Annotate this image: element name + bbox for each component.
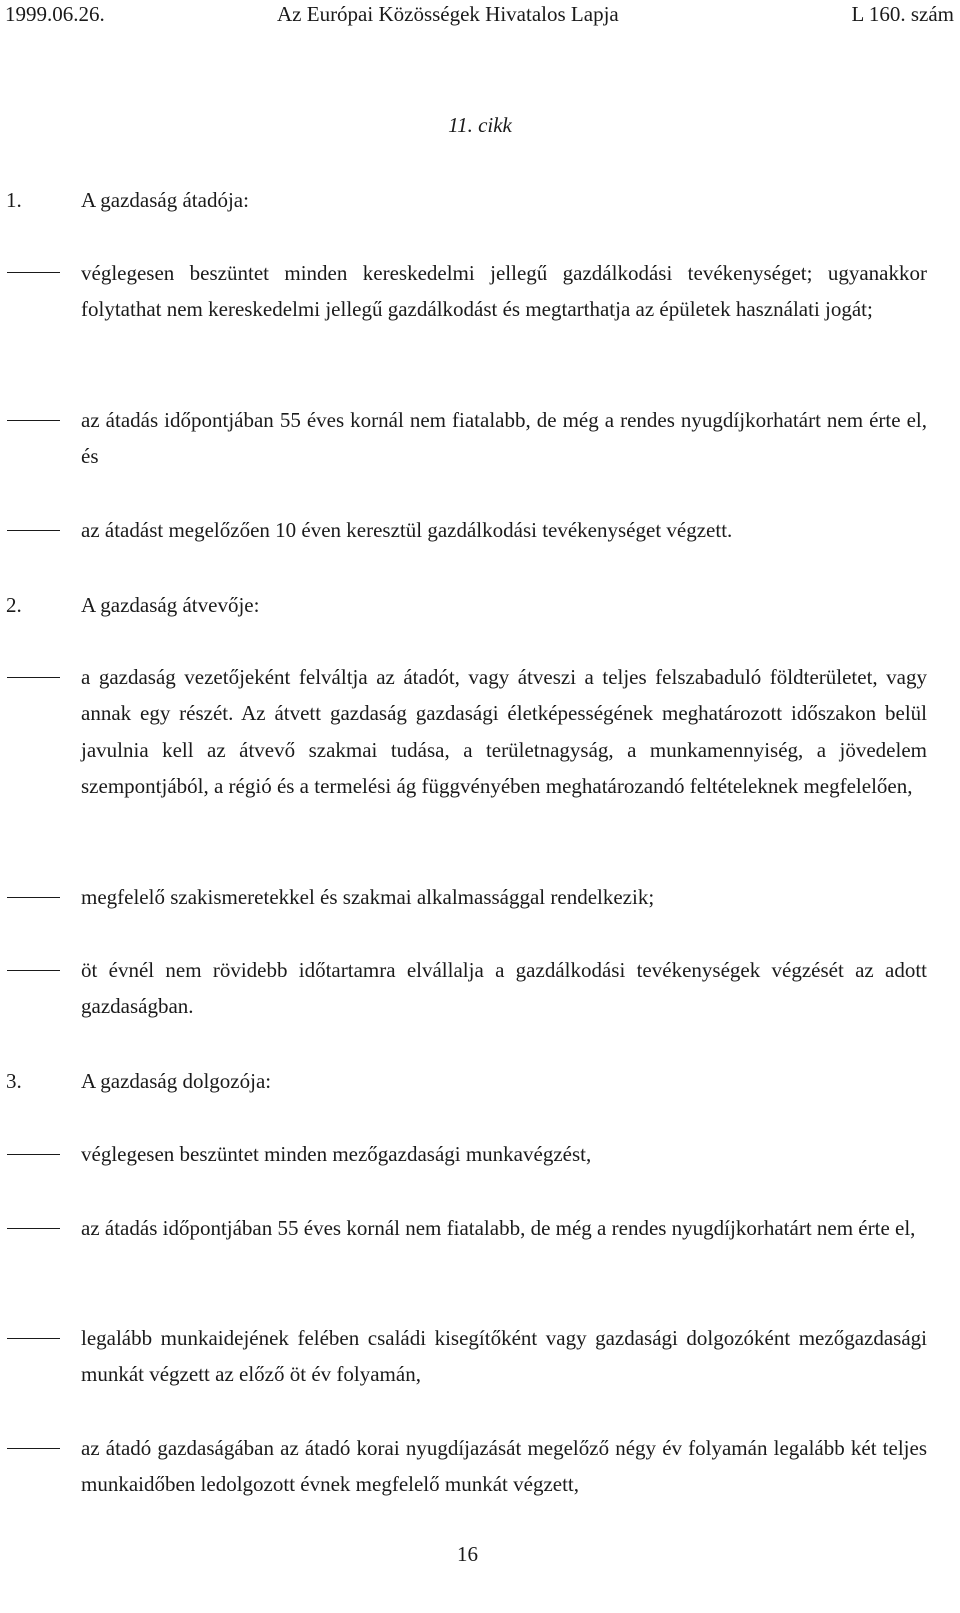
header-journal-title: Az Európai Közösségek Hivatalos Lapja — [277, 2, 619, 26]
list-dash — [7, 420, 60, 421]
section-heading: A gazdaság dolgozója: — [81, 1069, 272, 1093]
list-item: öt évnél nem rövidebb időtartamra elvállalja a gazdálkodási tevékenységek végzését az adott gazdaságban. — [81, 958, 927, 1019]
list-dash — [7, 530, 60, 531]
list-item: véglegesen beszüntet minden kereskedelmi jellegű gazdálkodási tevékenységet; ugyanakkor folytathat nem kereskedelmi jellegű gazdálkodást és megtarthatja az épületek használati jogát; — [81, 261, 927, 322]
list-item: megfelelő szakismeretekkel és szakmai alkalmassággal rendelkezik; — [81, 885, 655, 909]
list-dash — [7, 1154, 60, 1155]
article-title: 11. cikk — [448, 113, 512, 137]
header-issue-number: L 160. szám — [851, 2, 954, 26]
section-number: 1. — [6, 188, 22, 212]
list-item: legalább munkaidejének felében családi kisegítőként vagy gazdasági dolgozóként mezőgazdasági munkát végzett az előző öt év folyamán, — [81, 1326, 927, 1387]
list-dash — [7, 1448, 60, 1449]
list-dash — [7, 1228, 60, 1229]
page-header — [5, 2, 954, 32]
section-heading: A gazdaság átvevője: — [81, 593, 260, 617]
header-date: 1999.06.26. — [5, 2, 105, 26]
list-dash — [7, 677, 60, 678]
list-item: az átadó gazdaságában az átadó korai nyugdíjazását megelőző négy év folyamán legalább két teljes munkaidőben ledolgozott évnek megfelelő munkát végzett, — [81, 1436, 927, 1497]
section-number: 2. — [6, 593, 22, 617]
list-item: a gazdaság vezetőjeként felváltja az átadót, vagy átveszi a teljes felszabaduló földterületet, vagy annak egy részét. Az átvett gazdaság gazdasági életképességének meghatározott időszakon belül javulnia kell az átvevő szakmai tudása, a területnagyság, a munkamennyiség, a jövedelem szempontjából, a régió és a termelési ág függvényében meghatározandó feltételeknek megfelelően, — [81, 665, 927, 799]
list-item: az átadás időpontjában 55 éves kornál nem fiatalabb, de még a rendes nyugdíjkorhatárt nem érte el, és — [81, 408, 927, 469]
section-heading: A gazdaság átadója: — [81, 188, 249, 212]
list-item: véglegesen beszüntet minden mezőgazdasági munkavégzést, — [81, 1142, 592, 1166]
list-dash — [7, 272, 60, 273]
list-item: az átadás időpontjában 55 éves kornál nem fiatalabb, de még a rendes nyugdíjkorhatárt nem érte el, — [81, 1216, 916, 1240]
list-dash — [7, 970, 60, 971]
section-number: 3. — [6, 1069, 22, 1093]
page-number: 16 — [457, 1542, 478, 1566]
list-dash — [7, 897, 60, 898]
list-item: az átadást megelőzően 10 éven keresztül gazdálkodási tevékenységet végzett. — [81, 518, 733, 542]
list-dash — [7, 1338, 60, 1339]
